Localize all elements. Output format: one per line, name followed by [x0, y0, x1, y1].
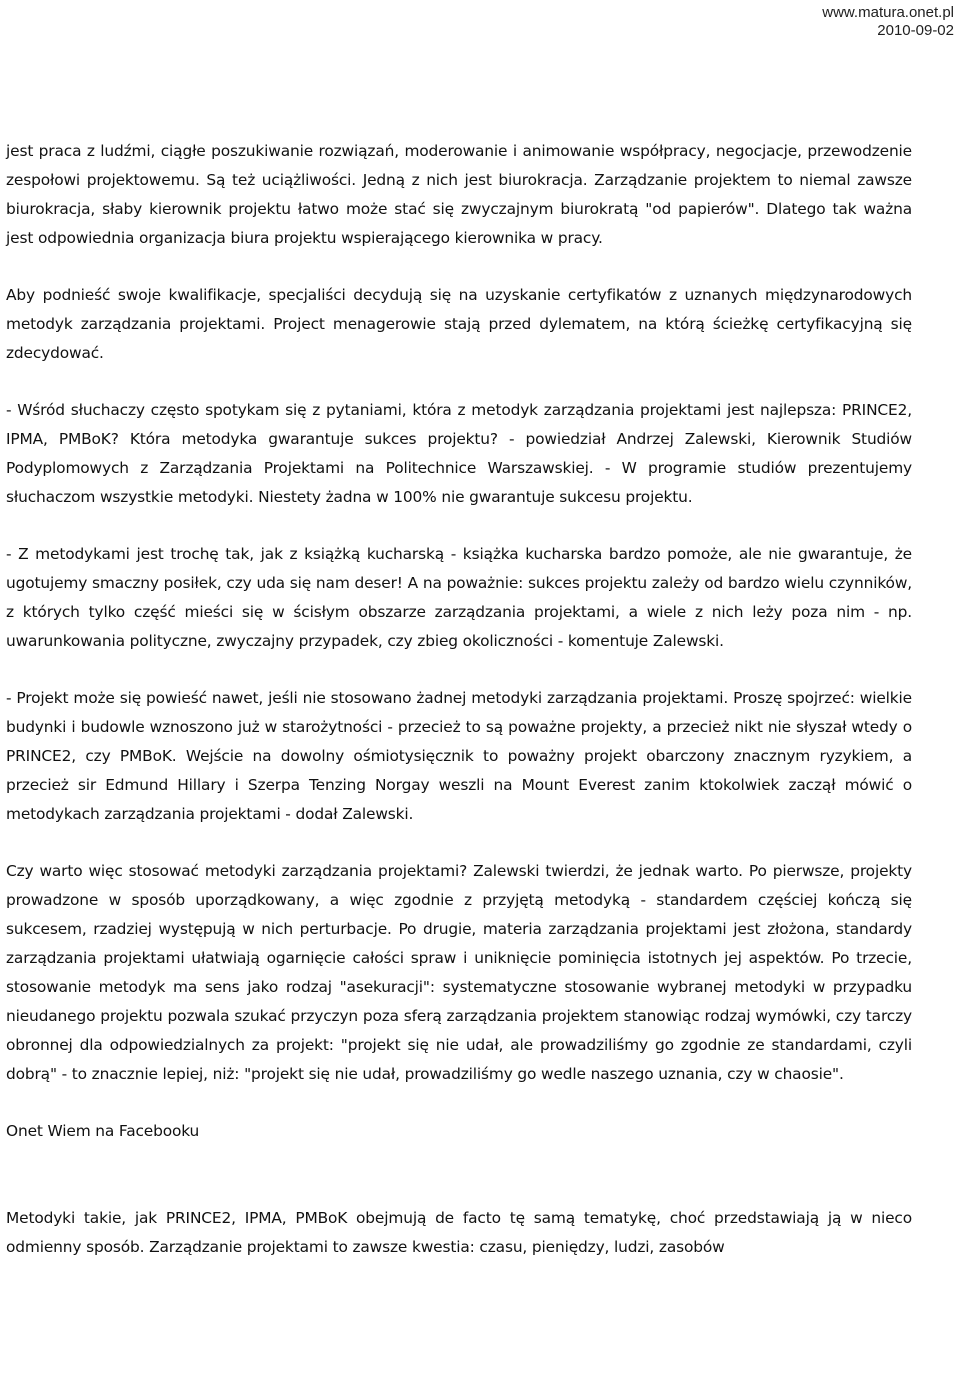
paragraph-everest: - Projekt może się powieść nawet, jeśli nie stosowano żadnej metodyki zarządzania projektami. Proszę spojrzeć: wielkie budynki i budowle wznoszono już w starożytności - przecież to są poważne projekty, a przecież nikt nie słyszał wtedy o PRINCE2, czy PMBoK. Wejście na dowolny ośmiotysięcznik to poważny projekt obarczony znacznym ryzykiem, a przecież sir Edmund Hillary i Szerpa Tenzing Norgay weszli na Mount Everest zanim ktokolwiek zaczął mówić o metodykach zarządzania projektami - dodał Zalewski. [6, 689, 912, 823]
article-body [6, 137, 912, 1262]
page-header [822, 4, 954, 40]
paragraph-certification: Aby podnieść swoje kwalifikacje, specjaliści decydują się na uzyskanie certyfikatów z uznanych międzynarodowych metodyk zarządzania projektami. Project menagerowie stają przed dylematem, na którą ścieżkę certyfikacyjną się zdecydować. [6, 286, 912, 362]
paragraph-why-use-methods: Czy warto więc stosować metodyki zarządzania projektami? Zalewski twierdzi, że jednak warto. Po pierwsze, projekty prowadzone w sposób uporządkowany, a więc zgodnie z przyjętą metodyką - standardem częściej kończą się sukcesem, rzadziej występują w nich perturbacje. Po drugie, materia zarządzania projektami jest złożona, standardy zarządzania projektami ułatwiają ogarnięcie całości spraw i uniknięcie pominięcia istotnych jej aspektów. Po trzecie, stosowanie metodyk ma sens jako rodzaj "asekuracji": systematyczne stosowanie wybranej metodyki w przypadku nieudanego projektu pozwala szukać przyczyn poza sferą zarządzania projektem stanowiąc rodzaj wymówki, czy tarczy obronnej dla odpowiedzialnych za projekt: "projekt się nie udał, ale prowadziliśmy go zgodnie ze standardami, czyli dobrą" - to znacznie lepiej, niż: "projekt się nie udał, prowadziliśmy go wedle naszego uznania, czy w chaosie". [6, 862, 912, 1083]
facebook-link[interactable]: Onet Wiem na Facebooku [6, 1122, 200, 1140]
paragraph-methods-summary: Metodyki takie, jak PRINCE2, IPMA, PMBoK obejmują de facto tę samą tematykę, choć przedstawiają ją w nieco odmienny sposób. Zarządzanie projektami to zawsze kwestia: czasu, pieniędzy, ludzi, zasobów [6, 1209, 912, 1256]
paragraph-cookbook: - Z metodykami jest trochę tak, jak z książką kucharską - książka kucharska bardzo pomoże, ale nie gwarantuje, że ugotujemy smaczny posiłek, czy uda się nam deser! A na poważnie: sukces projektu zależy od bardzo wielu czynników, z których tylko część mieści się w ścisłym obszarze zarządzania projektami, a wiele z nich leży poza nim - np. uwarunkowania polityczne, zwyczajny przypadek, czy zbieg okoliczności - komentuje Zalewski. [6, 545, 912, 650]
site-url[interactable]: www.matura.onet.pl [822, 4, 954, 21]
paragraph-bureaucracy: jest praca z ludźmi, ciągłe poszukiwanie rozwiązań, moderowanie i animowanie współpracy, negocjacje, przewodzenie zespołowi projektowemu. Są też uciążliwości. Jedną z nich jest biurokracja. Zarządzanie projektem to niemal zawsze biurokracja, słaby kierownik projektu łatwo może stać się zwyczajnym biurokratą "od papierów". Dlatego tak ważna jest odpowiednia organizacja biura projektu wspierającego kierownika w pracy. [6, 142, 912, 247]
paragraph-zalewski-question: - Wśród słuchaczy często spotykam się z pytaniami, która z metodyk zarządzania projektami jest najlepsza: PRINCE2, IPMA, PMBoK? Która metodyka gwarantuje sukces projektu? - powiedział Andrzej Zalewski, Kierownik Studiów Podyplomowych z Zarządzania Projektami na Politechnice Warszawskiej. - W programie studiów prezentujemy słuchaczom wszystkie metodyki. Niestety żadna w 100% nie gwarantuje sukcesu projektu. [6, 401, 912, 506]
publish-date: 2010-09-02 [877, 22, 954, 39]
